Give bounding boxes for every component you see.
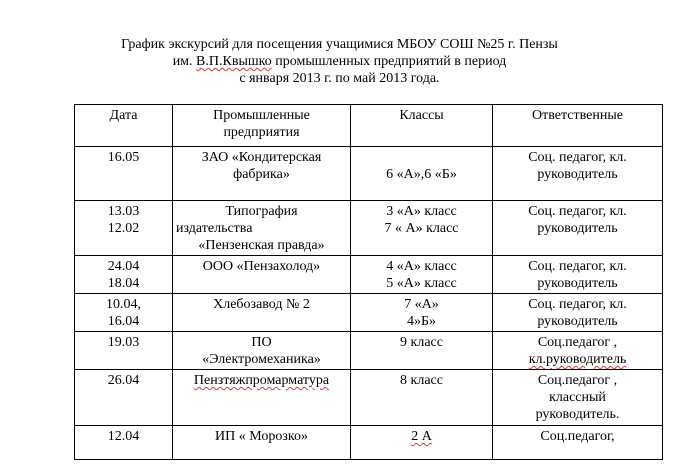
cell-classes: 9 класс bbox=[351, 332, 493, 370]
table-row bbox=[75, 147, 663, 201]
cell-enterprise: ПО «Электромеханика» bbox=[173, 332, 351, 370]
cell-responsible: Соц. педагог, кл. руководитель bbox=[493, 201, 663, 256]
title-line-2-suffix: промышленных предприятий в период bbox=[271, 54, 507, 69]
cell-responsible: Соц.педагог , кл.руководитель bbox=[493, 332, 663, 370]
header-classes: Классы bbox=[351, 105, 493, 147]
table-header-row bbox=[75, 105, 663, 147]
cell-enterprise: Хлебозавод № 2 bbox=[173, 294, 351, 332]
title-line-2 bbox=[0, 53, 679, 70]
excursion-schedule-table bbox=[74, 104, 663, 460]
title-line-1: График экскурсий для посещения учащимися МБОУ СОШ №25 г. Пензы bbox=[121, 37, 558, 52]
title-person-name: В.П.Квышко bbox=[196, 54, 272, 69]
cell-classes: 2 А bbox=[351, 426, 493, 460]
cell-date: 19.03 bbox=[75, 332, 173, 370]
cell-date: 10.04, 16.04 bbox=[75, 294, 173, 332]
cell-enterprise: ООО «Пензахолод» bbox=[173, 256, 351, 294]
cell-classes: 7 «А» 4»Б» bbox=[351, 294, 493, 332]
document-title bbox=[0, 36, 679, 87]
cell-enterprise: Типография издательства «Пензенская правда» bbox=[173, 201, 351, 256]
cell-responsible: Соц. педагог, кл. руководитель bbox=[493, 294, 663, 332]
cell-enterprise: ИП « Морозко» bbox=[173, 426, 351, 460]
table-row bbox=[75, 294, 663, 332]
cell-date: 26.04 bbox=[75, 370, 173, 426]
table-row bbox=[75, 201, 663, 256]
table-row bbox=[75, 256, 663, 294]
cell-date: 24.04 18.04 bbox=[75, 256, 173, 294]
cell-enterprise: Пензтяжпромарматура bbox=[173, 370, 351, 426]
cell-responsible: Соц.педагог, bbox=[493, 426, 663, 460]
title-line-3: с января 2013 г. по май 2013 года. bbox=[239, 71, 440, 86]
table-row bbox=[75, 332, 663, 370]
cell-classes: 8 класс bbox=[351, 370, 493, 426]
cell-responsible: Соц.педагог , классный руководитель. bbox=[493, 370, 663, 426]
cell-classes: 3 «А» класс 7 « А» класс bbox=[351, 201, 493, 256]
cell-enterprise: ЗАО «Кондитерская фабрика» bbox=[173, 147, 351, 201]
cell-responsible: Соц. педагог, кл. руководитель bbox=[493, 147, 663, 201]
cell-classes: 4 «А» класс 5 «А» класс bbox=[351, 256, 493, 294]
cell-date: 16.05 bbox=[75, 147, 173, 201]
cell-date: 12.04 bbox=[75, 426, 173, 460]
cell-classes: 6 «А»,6 «Б» bbox=[351, 147, 493, 201]
cell-date: 13.03 12.02 bbox=[75, 201, 173, 256]
header-responsible: Ответственные bbox=[493, 105, 663, 147]
cell-responsible: Соц. педагог, кл. руководитель bbox=[493, 256, 663, 294]
table-row bbox=[75, 426, 663, 460]
header-date: Дата bbox=[75, 105, 173, 147]
header-enterprise: Промышленные предприятия bbox=[173, 105, 351, 147]
title-line-2-prefix: им. bbox=[172, 54, 197, 69]
table-row bbox=[75, 370, 663, 426]
